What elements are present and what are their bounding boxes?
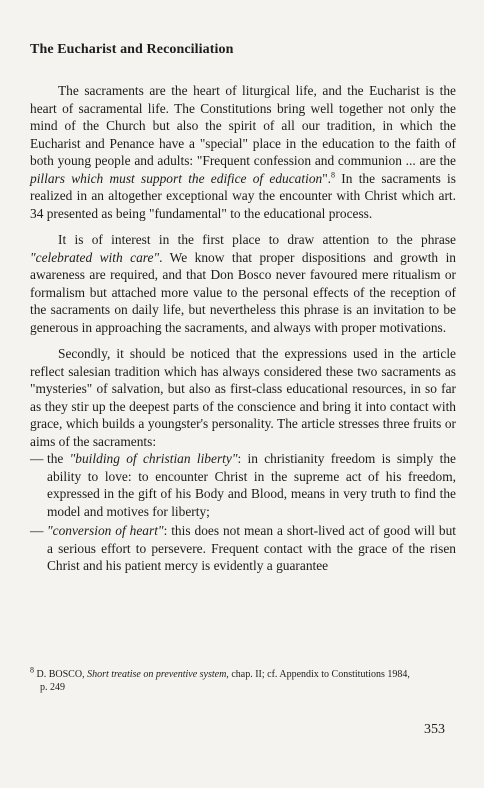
body-text bbox=[30, 82, 456, 575]
p3-text-a: Secondly, it should be noticed that the expressions used in the article reflect salesian tradition which has always considered these two sacraments as "mysteries" of salvation, but also as first-class educational resources, in so far as they stir up the deepest parts of the conscience and bring it into contact with grace, which builds a youngster's personality. The article stresses three fruits or aims of the sacraments: bbox=[30, 346, 456, 449]
p2-text-a: It is of interest in the first place to draw attention to the phrase bbox=[58, 232, 456, 247]
list-item bbox=[30, 522, 456, 575]
list-item-rest: : this does not mean a short-lived act of good will but a serious effort to persevere. Frequent contact with the grace of the risen Christ and his patient mercy is evidently a guarantee bbox=[47, 523, 456, 573]
paragraph-3 bbox=[30, 345, 456, 450]
p2-italic-phrase: "celebrated with care" bbox=[30, 249, 160, 265]
list-item-italic: "conversion of heart" bbox=[47, 523, 164, 538]
list-item-lead: the bbox=[47, 451, 70, 466]
footnote-marker: 8 bbox=[331, 170, 336, 180]
list-item bbox=[30, 450, 456, 520]
footnote-author: D. BOSCO, bbox=[36, 669, 88, 680]
page-number: 353 bbox=[424, 722, 445, 737]
list-dash: — bbox=[30, 523, 44, 538]
aims-list bbox=[30, 450, 456, 575]
footnote bbox=[30, 665, 460, 694]
p1-text-a: The sacraments are the heart of liturgical life, and the Eucharist is the heart of sacramental life. The Constitutions bring well together not only the mind of the Church but also the spirit of all our tradition, in which the Eucharist and Penance have a "special" place in the education to the faith of both young people and adults: "Frequent confession and communion ... are the bbox=[30, 83, 456, 168]
paragraph-1 bbox=[30, 82, 456, 222]
p1-text-c: ". bbox=[322, 170, 332, 186]
footnote-details: chap. II; cf. Appendix to Constitutions 1984, bbox=[228, 669, 410, 680]
list-dash: — bbox=[30, 451, 44, 466]
paragraph-2 bbox=[30, 231, 456, 336]
p2-text-c: . We know that proper dispositions and growth in awareness are required, and that Don Bosco never favoured mere ritualism or formalism but attached more value to the personal effects of the reception of the sacraments on daily life, but nevertheless this phrase is an invitation to be generous in approaching the sacraments, and always with proper motivations. bbox=[30, 249, 456, 335]
section-heading: The Eucharist and Reconciliation bbox=[30, 42, 234, 57]
p1-italic-quote: pillars which must support the edifice of education bbox=[30, 170, 323, 186]
list-item-rest: : in christianity freedom is simply the ability to love: to encounter Christ in the supreme act of his freedom, expressed in the gift of his Body and Blood, means in very truth to find the model and motives for liberty; bbox=[47, 451, 456, 519]
footnote-title: Short treatise on preventive system, bbox=[87, 669, 229, 680]
list-item-italic: "building of christian liberty" bbox=[69, 451, 238, 466]
footnote-number: 8 bbox=[30, 665, 34, 675]
footnote-page: p. 249 bbox=[40, 682, 65, 693]
p1-text-d: In the sacraments is realized in an altogether exceptional way the encounter with Christ which art. 34 presented as being "fundamental" to the educational process. bbox=[30, 170, 456, 221]
